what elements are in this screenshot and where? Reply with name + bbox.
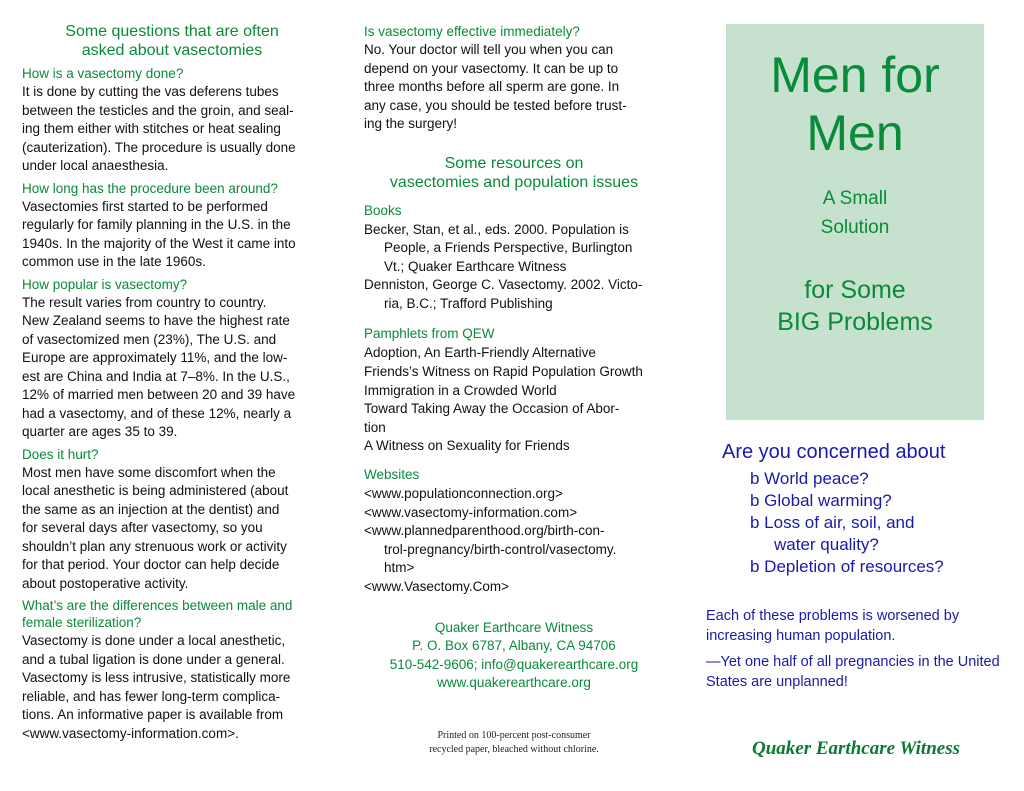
book-item: Denniston, George C. Vasectomy. 2002. Victo- ria, B.C.; Trafford Publishing	[364, 277, 643, 311]
printed-note: Printed on 100-percent post-consumer recycled paper, bleached without chlorine.	[429, 729, 599, 755]
address: P. O. Box 6787, Albany, CA 94706	[412, 638, 616, 654]
answer: Most men have some discomfort when the local anesthetic is being administered (about the same as an injection at the dentist) and for several days after vasectomy, so you shouldn’t plan any strenuous work or activity for that period. Your doctor can help decide about postoperative activity.	[22, 464, 289, 591]
pamphlet-item: A Witness on Sexuality for Friends	[364, 438, 570, 454]
pamphlets-list	[364, 344, 664, 456]
question: How is a vasectomy done?	[22, 66, 184, 81]
book-item: Becker, Stan, et al., eds. 2000. Population is People, a Friends Perspective, Burlington Vt.; Quaker Earthcare Witness	[364, 221, 633, 274]
resources-heading: Some resources on vasectomies and population issues	[389, 154, 639, 191]
resources-column	[364, 20, 664, 757]
cover-panel	[700, 0, 1004, 791]
websites-label: Websites	[364, 467, 420, 483]
pamphlet-item: Adoption, An Earth-Friendly Alternative	[364, 345, 596, 361]
cover-subtitle: A Small Solution	[820, 188, 890, 238]
faq-heading: Some questions that are often asked about vasectomies	[65, 23, 279, 59]
qa-how-popular	[22, 276, 322, 442]
question: How long has the procedure been around?	[22, 180, 278, 196]
answer: It is done by cutting the vas deferens tubes between the testicles and the groin, and seal- ing them either with stitches or heat sealing (cauterization). The procedure is usually done under local anaesthesia.	[22, 84, 296, 173]
concern-item: b Depletion of resources?	[750, 557, 944, 576]
books-label: Books	[364, 202, 402, 218]
question: Does it hurt?	[22, 446, 99, 462]
org-name: Quaker Earthcare Witness	[434, 619, 594, 635]
concern-title: Are you concerned about	[722, 441, 946, 463]
pamphlet-item: Immigration in a Crowded World	[364, 382, 557, 398]
answer: Vasectomies first started to be performed regularly for family planning in the U.S. in the 1940s. In the majority of the West it came into common use in the late 1960s.	[22, 198, 296, 269]
websites-list	[364, 485, 664, 597]
website-link[interactable]: <www.plannedparenthood.org/birth-con- trol-pregnancy/birth-control/vasectomy. htm>	[364, 523, 617, 576]
website-link[interactable]: <www.Vasectomy.Com>	[364, 579, 510, 594]
pamphlet-item: tion	[364, 419, 386, 435]
concern-item-cont: water quality?	[774, 535, 879, 554]
concern-item: b World peace?	[750, 469, 869, 488]
phone-email: 510-542-9606; info@quakerearthcare.org	[389, 656, 639, 672]
problem-statement: Each of these problems is worsened by increasing human population. —Yet one half of all pregnancies in the United States are unplanned!	[706, 608, 1000, 690]
qa-how-long	[22, 180, 322, 272]
question: What’s are the differences between male and female sterilization?	[22, 598, 293, 630]
qa-differences	[22, 597, 322, 743]
website-link[interactable]: <www.populationconnection.org>	[364, 486, 563, 502]
pamphlet-item: Toward Taking Away the Occasion of Abor-	[364, 401, 620, 417]
website[interactable]: www.quakerearthcare.org	[437, 675, 591, 691]
contact-block	[364, 619, 664, 693]
question: How popular is vasectomy?	[22, 276, 188, 292]
question-effective: Is vasectomy effective immediately?	[364, 24, 580, 39]
website-link[interactable]: <www.vasectomy-information.com>	[364, 504, 578, 520]
cover-title: Men for Men	[770, 47, 940, 161]
answer: Vasectomy is done under a local anesthetic, and a tubal ligation is done under a general. Vasectomy is less intrusive, statistically more reliable, and has fewer long-term complica- tions. An informative paper is available from <www.vasectomy-information.com>.	[22, 633, 291, 741]
brand-logo-text: Quaker Earthcare Witness	[752, 738, 960, 759]
books-list	[364, 221, 664, 314]
concern-item: b Loss of air, soil, and	[750, 513, 915, 532]
cover-box	[726, 24, 984, 420]
qa-does-it-hurt	[22, 446, 322, 594]
pamphlet-item: Friends’s Witness on Rapid Population Growth	[364, 364, 643, 380]
concern-item: b Global warming?	[750, 491, 892, 510]
cover-subtitle-problems: for Some BIG Problems	[777, 276, 933, 336]
qa-how-done	[22, 65, 322, 176]
faq-column	[22, 22, 322, 747]
answer: The result varies from country to country. New Zealand seems to have the highest rate of vasectomized men (23%), The U.S. and Europe are approximately 11%, and the low- est are China and India at 7–8%. In the U.S., 12% of married men between 20 and 39 have had a vasectomy, and of these 12%, nearly a quarter are ages 35 to 39.	[22, 294, 296, 439]
concern-list	[722, 440, 1012, 578]
answer-effective: No. Your doctor will tell you when you can depend on your vasectomy. It can be up to three months before all sperm are gone. In any case, you should be tested before trust- ing the surgery!	[364, 42, 627, 131]
pamphlets-label: Pamphlets from QEW	[364, 326, 495, 342]
